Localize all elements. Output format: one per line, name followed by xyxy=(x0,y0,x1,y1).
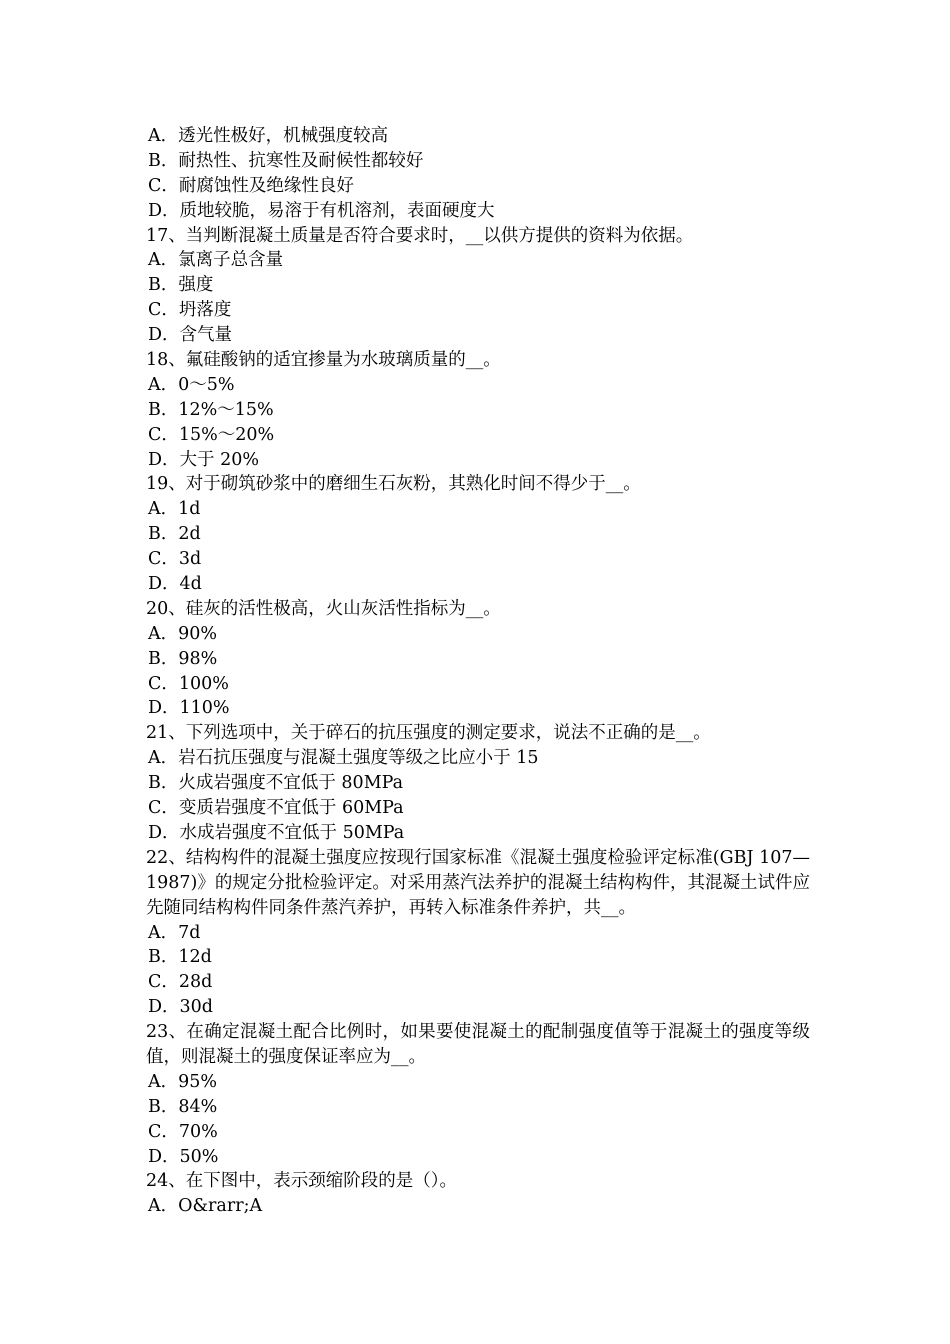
answer-option: A．1d xyxy=(148,499,201,520)
answer-option: A．岩石抗压强度与混凝土强度等级之比应小于 15 xyxy=(148,748,539,769)
answer-option: B．火成岩强度不宜低于 80MPa xyxy=(148,773,404,794)
answer-option: A．90% xyxy=(148,623,218,644)
answer-option: B．2d xyxy=(148,524,201,545)
answer-option: D．水成岩强度不宜低于 50MPa xyxy=(148,822,405,843)
answer-option: B．98% xyxy=(148,648,218,669)
answer-option: D．4d xyxy=(148,574,202,595)
answer-option: C．15%～20% xyxy=(148,424,275,445)
answer-option: D．大于 20% xyxy=(148,449,259,470)
answer-option: B．12d xyxy=(148,947,212,968)
answer-option: D．50% xyxy=(148,1146,219,1167)
answer-option: C．耐腐蚀性及绝缘性良好 xyxy=(148,175,354,196)
answer-option: D．30d xyxy=(148,997,214,1018)
answer-option: B．12%～15% xyxy=(148,399,274,420)
question-text: 20、硅灰的活性极高，火山灰活性指标为__。 xyxy=(146,598,501,619)
document-body xyxy=(146,124,810,1219)
question-text: 19、对于砌筑砂浆中的磨细生石灰粉，其熟化时间不得少于__。 xyxy=(146,474,641,495)
answer-option: D．含气量 xyxy=(148,325,233,346)
answer-option: A．7d xyxy=(148,922,201,943)
answer-option: B．耐热性、抗寒性及耐候性都较好 xyxy=(148,150,424,171)
answer-option: A．O&rarr;A xyxy=(148,1196,263,1217)
question-text: 17、当判断混凝土质量是否符合要求时，__以供方提供的资料为依据。 xyxy=(146,225,694,246)
answer-option: C．28d xyxy=(148,972,213,993)
question-text: 21、下列选项中，关于碎石的抗压强度的测定要求，说法不正确的是__。 xyxy=(146,723,711,744)
question-text: 22、结构构件的混凝土强度应按现行国家标准《混凝土强度检验评定标准(GBJ 107—1987)》的规定分批检验评定。对采用蒸汽法养护的混凝土结构构件，其混凝土试件应先随同结构构件同条件蒸汽养护，再转入标准条件养护，共__。 xyxy=(146,847,810,918)
question-text: 23、在确定混凝土配合比例时，如果要使混凝土的配制强度值等于混凝土的强度等级值，则混凝土的强度保证率应为__。 xyxy=(146,1022,810,1068)
answer-option: C．变质岩强度不宜低于 60MPa xyxy=(148,798,404,819)
answer-option: D．110% xyxy=(148,698,230,719)
answer-option: A．氯离子总含量 xyxy=(148,250,284,271)
answer-option: C．70% xyxy=(148,1121,218,1142)
answer-option: A．95% xyxy=(148,1071,218,1092)
answer-option: C．3d xyxy=(148,549,202,570)
answer-option: B．84% xyxy=(148,1096,218,1117)
answer-option: D．质地较脆，易溶于有机溶剂，表面硬度大 xyxy=(148,200,495,221)
question-text: 24、在下图中，表示颈缩阶段的是（）。 xyxy=(146,1171,458,1192)
answer-option: C．坍落度 xyxy=(148,300,232,321)
answer-option: C．100% xyxy=(148,673,229,694)
answer-option: A．0～5% xyxy=(148,374,235,395)
answer-option: A．透光性极好，机械强度较高 xyxy=(148,126,389,146)
answer-option: B．强度 xyxy=(148,275,214,296)
question-text: 18、氟硅酸钠的适宜掺量为水玻璃质量的__。 xyxy=(146,350,501,371)
